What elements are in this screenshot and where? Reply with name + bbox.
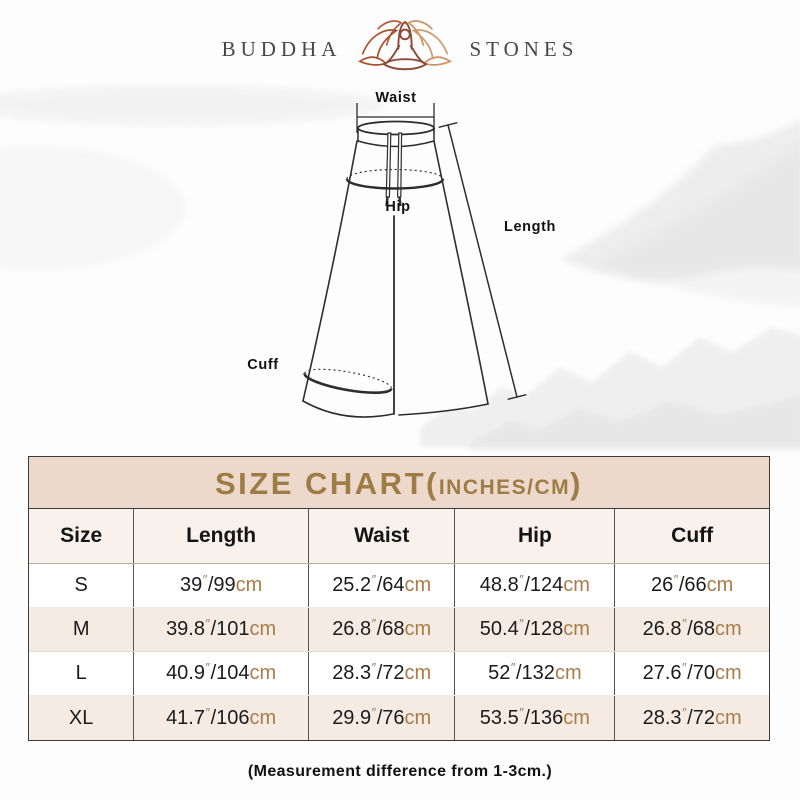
brand-word-left: BUDDHA bbox=[221, 36, 342, 61]
size-cell: M bbox=[72, 618, 90, 640]
measurement-cell: 53.5 ″ /136 cm bbox=[454, 696, 614, 740]
measurement-cell: 52 ″ /132 cm bbox=[454, 652, 614, 695]
measurement-cell: 48.8 ″ /124 cm bbox=[454, 564, 614, 607]
size-row-m bbox=[29, 608, 769, 652]
size-chart-title-units: INCHES/CM bbox=[438, 476, 571, 499]
column-header-length: Length bbox=[133, 509, 308, 563]
pants-measurement-diagram bbox=[0, 83, 800, 455]
lotus-meditation-icon bbox=[357, 14, 453, 76]
measurement-cell: 25.2 ″ /64 cm bbox=[308, 564, 455, 607]
size-chart-title-close: ) bbox=[570, 466, 583, 501]
measurement-cell: 28.3 ″ /72 cm bbox=[614, 696, 769, 740]
size-chart-title-main: SIZE CHART( bbox=[215, 466, 439, 501]
waist-label: Waist bbox=[375, 90, 417, 106]
size-chart bbox=[28, 456, 770, 741]
size-row-l bbox=[29, 652, 769, 696]
size-cell: XL bbox=[68, 706, 94, 729]
measurement-cell: 27.6 ″ /70 cm bbox=[614, 652, 769, 695]
brand-logo bbox=[0, 14, 800, 76]
measurement-cell: 26.8 ″ /68 cm bbox=[614, 608, 769, 651]
size-chart-table bbox=[29, 509, 769, 740]
size-cell: S bbox=[74, 574, 88, 596]
column-header-row bbox=[29, 509, 769, 564]
column-header-waist: Waist bbox=[308, 509, 455, 563]
measurement-cell: 40.9 ″ /104 cm bbox=[133, 652, 308, 695]
column-header-cuff: Cuff bbox=[614, 509, 769, 563]
hip-label: Hip bbox=[385, 199, 411, 215]
measurement-cell: 39 ″ /99 cm bbox=[133, 564, 308, 607]
size-row-xl bbox=[29, 696, 769, 740]
size-cell: L bbox=[75, 662, 87, 684]
measurement-cell: 41.7 ″ /106 cm bbox=[133, 696, 308, 740]
measurement-note: (Measurement difference from 1-3cm.) bbox=[247, 763, 553, 780]
size-row-s bbox=[29, 564, 769, 608]
length-label: Length bbox=[504, 219, 556, 235]
brand-word-right: STONES bbox=[469, 36, 579, 61]
cuff-label: Cuff bbox=[247, 357, 279, 373]
measurement-cell: 26 ″ /66 cm bbox=[614, 564, 769, 607]
column-header-hip: Hip bbox=[454, 509, 614, 563]
column-header-size: Size bbox=[60, 524, 103, 547]
measurement-cell: 50.4 ″ /128 cm bbox=[454, 608, 614, 651]
measurement-cell: 29.9 ″ /76 cm bbox=[308, 696, 455, 740]
size-chart-title bbox=[29, 457, 769, 509]
pants-outline bbox=[303, 141, 488, 417]
measurement-cell: 39.8 ″ /101 cm bbox=[133, 608, 308, 651]
measurement-cell: 26.8 ″ /68 cm bbox=[308, 608, 455, 651]
measurement-cell: 28.3 ″ /72 cm bbox=[308, 652, 455, 695]
